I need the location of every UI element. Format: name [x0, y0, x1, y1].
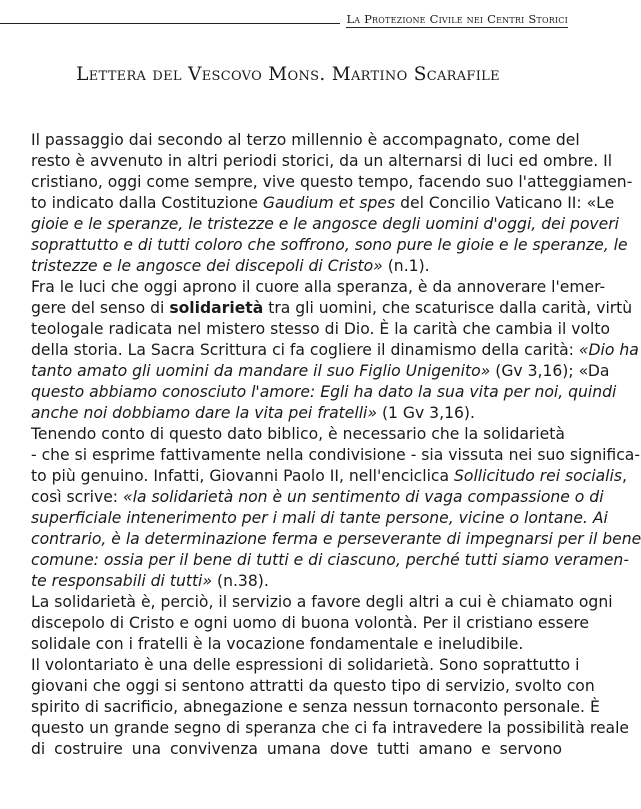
text-line: superficiale intenerimento per i mali di tante persone, vicine o lontane. Ai [31, 509, 608, 527]
text-line: to più genuino. Infatti, Giovanni Paolo II, nell'enciclica Sollicitudo rei socialis, [31, 467, 627, 485]
text-line: Tenendo conto di questo dato biblico, è necessario che la solidarietà [31, 425, 565, 443]
paragraph [31, 592, 613, 655]
text-line: Fra le luci che oggi aprono il cuore alla speranza, è da annoverare l'emer- [31, 278, 606, 296]
text-line: Il volontariato è una delle espressioni di solidarietà. Sono soprattutto i [31, 656, 580, 674]
text-line: teologale radicata nel mistero stesso di Dio. È la carità che cambia il volto [31, 320, 610, 338]
text-line: - che si esprime fattivamente nella condivisione - sia vissuta nei suo significa- [31, 446, 640, 464]
paragraph [31, 655, 630, 760]
text-line: comune: ossia per il bene di tutti e di ciascuno, perché tutti siamo veramen- [31, 551, 629, 569]
text-line: La solidarietà è, perciò, il servizio a favore degli altri a cui è chiamato ogni [31, 593, 613, 611]
text-line: to indicato dalla Costituzione Gaudium et spes del Concilio Vaticano II: «Le [31, 194, 615, 212]
text-line: te responsabili di tutti» (n.38). [31, 572, 269, 590]
text-line: resto è avvenuto in altri periodi storici, da un alternarsi di luci ed ombre. Il [31, 152, 613, 170]
text-line: cristiano, oggi come sempre, vive questo tempo, facendo suo l'atteggiamen- [31, 173, 633, 191]
text-line: questo abbiamo conosciuto l'amore: Egli ha dato la sua vita per noi, quindi [31, 383, 617, 401]
running-header [0, 6, 568, 28]
text-line: spirito di sacrificio, abnegazione e senza nessun tornaconto personale. È [31, 698, 600, 716]
text-line: soprattutto e di tutti coloro che soffrono, sono pure le gioie e le speranze, le [31, 236, 628, 254]
letter-body [31, 130, 641, 760]
paragraph [31, 130, 633, 277]
text-line: gioie e le speranze, le tristezze e le angosce degli uomini d'oggi, dei poveri [31, 215, 619, 233]
running-title: La Protezione Civile nei Centri Storici [346, 12, 568, 26]
letter-title: Lettera del Vescovo Mons. Martino Scarafile [76, 64, 500, 85]
text-line: solidale con i fratelli è la vocazione fondamentale e ineludibile. [31, 635, 524, 653]
text-line: discepolo di Cristo e ogni uomo di buona volontà. Per il cristiano essere [31, 614, 589, 632]
text-line: contrario, è la determinazione ferma e perseverante di impegnarsi per il bene [31, 530, 641, 548]
text-line: della storia. La Sacra Scrittura ci fa cogliere il dinamismo della carità: «Dio ha [31, 341, 639, 359]
text-line: tanto amato gli uomini da mandare il suo Figlio Unigenito» (Gv 3,16); «Da [31, 362, 610, 380]
header-rule [0, 23, 340, 24]
text-line: giovani che oggi si sentono attratti da questo tipo di servizio, svolto con [31, 677, 595, 695]
text-line: questo un grande segno di speranza che ci fa intravedere la possibilità reale [31, 719, 630, 737]
paragraph [31, 277, 639, 424]
text-line: anche noi dobbiamo dare la vita pei fratelli» (1 Gv 3,16). [31, 404, 475, 422]
paragraph [31, 424, 641, 592]
text-line: così scrive: «la solidarietà non è un sentimento di vaga compassione o di [31, 488, 604, 506]
text-line: di costruire una convivenza umana dove tutti amano e servono [31, 740, 562, 758]
text-line: Il passaggio dai secondo al terzo millennio è accompagnato, come del [31, 131, 580, 149]
text-line: tristezze e le angosce dei discepoli di Cristo» (n.1). [31, 257, 430, 275]
text-line: gere del senso di solidarietà tra gli uomini, che scaturisce dalla carità, virtù [31, 299, 633, 317]
